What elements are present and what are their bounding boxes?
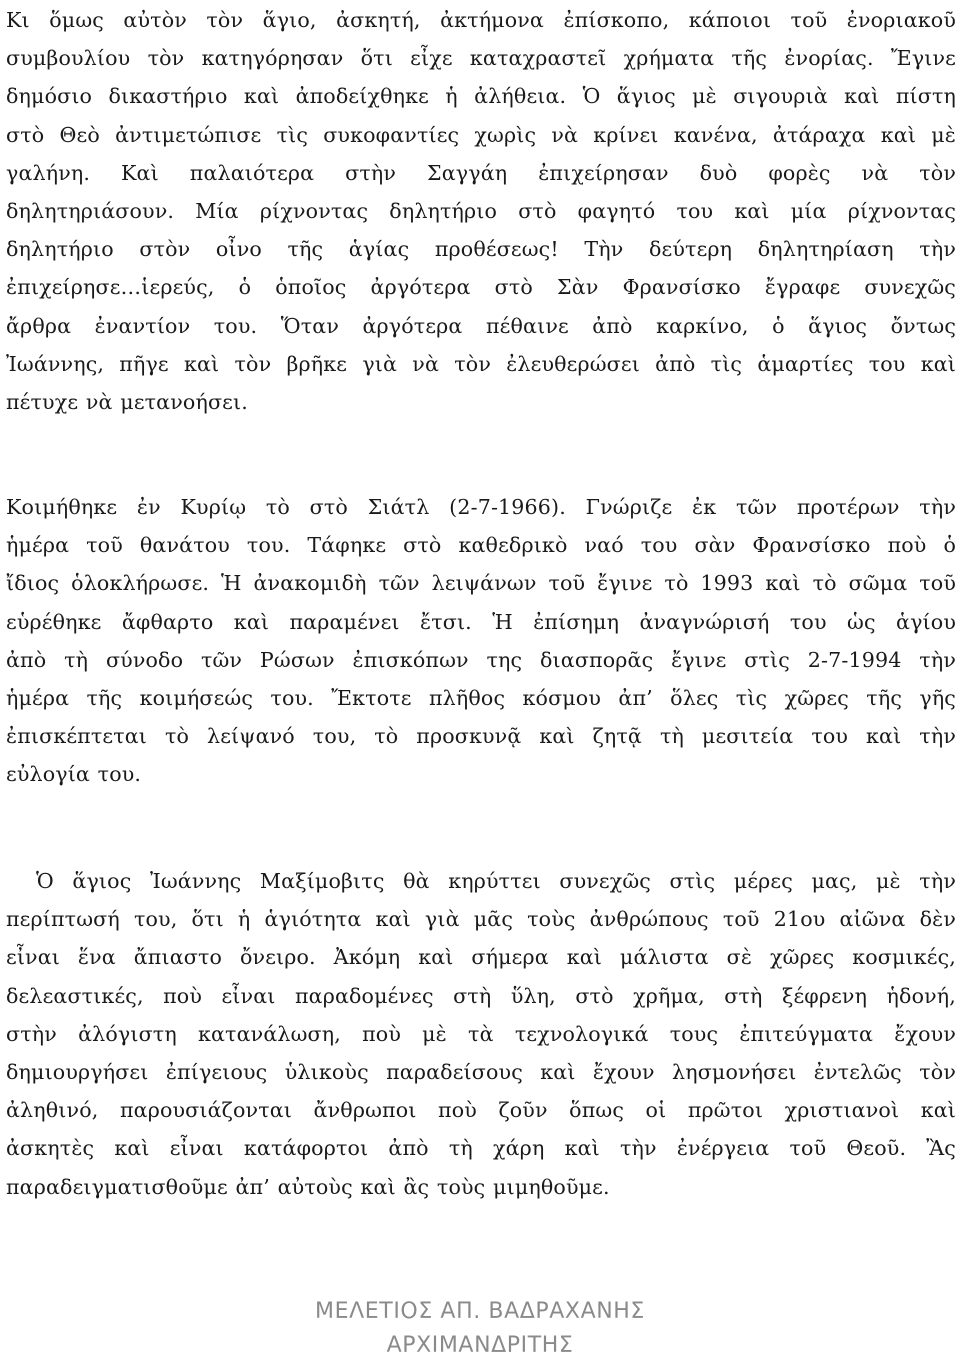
text-line: εὐλογία του. [6,762,142,787]
text-line: δελεαστικές, ποὺ εἶναι παραδομένες στὴ ὕλη, στὸ χρῆμα, στὴ ξέφρενη ἡδονή, [6,983,956,1008]
text-line: συμβουλίου τὸν κατηγόρησαν ὅτι εἶχε καταχραστεῖ χρήματα τῆς ἐνορίας. Ἔγινε [6,46,956,71]
signature-title: ΑΡΧΙΜΑΝΔΡΙΤΗΣ [386,1333,574,1358]
text-line: δηλητήριο στὸν οἶνο τῆς ἁγίας προθέσεως! Τὴν δεύτερη δηλητηρίαση τὴν [6,237,956,262]
text-line: ἀπὸ τὴ σύνοδο τῶν Ρώσων ἐπισκόπων της διασπορᾶς ἔγινε στὶς 2-7-1994 τὴν [6,647,956,672]
paragraph-1 [6,1,956,421]
text-line: γαλήνη. Καὶ παλαιότερα στὴν Σαγγάη ἐπιχείρησαν δυὸ φορὲς νὰ τὸν [6,160,956,185]
text-line: στὸ Θεὸ ἀντιμετώπισε τὶς συκοφαντίες χωρὶς νὰ κρίνει κανένα, ἀτάραχα καὶ μὲ [6,122,956,147]
text-line: στὴν ἀλόγιστη κατανάλωση, ποὺ μὲ τὰ τεχνολογικά τους ἐπιτεύγματα ἔχουν [6,1021,956,1046]
text-line: ἡμέρα τῆς κοιμήσεώς του. Ἔκτοτε πλῆθος κόσμου ἀπ’ ὅλες τὶς χῶρες τῆς γῆς [6,686,956,711]
text-line: ἄρθρα ἐναντίον του. Ὅταν ἀργότερα πέθαινε ἀπὸ καρκίνο, ὁ ἅγιος ὄντως [6,313,956,338]
text-line: ἐπιχείρησε…ἱερεύς, ὁ ὁποῖος ἀργότερα στὸ Σὰν Φρανσίσκο ἔγραφε συνεχῶς [6,275,956,300]
paragraph-3 [6,862,956,1206]
text-line: Ὁ ἅγιος Ἰωάννης Μαξίμοβιτς θὰ κηρύττει συνεχῶς στὶς μέρες μας, μὲ τὴν [36,869,956,893]
paragraph-2 [6,488,956,794]
text-line: Κοιμήθηκε ἐν Κυρίῳ τὸ στὸ Σιάτλ (2-7-1966). Γνώριζε ἐκ τῶν προτέρων τὴν [6,495,956,519]
text-line: ἡμέρα τοῦ θανάτου του. Τάφηκε στὸ καθεδρικὸ ναό του σὰν Φρανσίσκο ποὺ ὁ [6,533,956,558]
text-line: παραδειγματισθοῦμε ἀπ’ αὐτοὺς καὶ ἂς τοὺς μιμηθοῦμε. [6,1174,610,1199]
text-line: Ἰωάννης, πῆγε καὶ τὸν βρῆκε γιὰ νὰ τὸν ἐλευθερώσει ἀπὸ τὶς ἁμαρτίες του καὶ [6,351,956,376]
text-line: εὑρέθηκε ἄφθαρτο καὶ παραμένει ἔτσι. Ἡ ἐπίσημη ἀναγνώρισή του ὡς ἁγίου [6,609,956,634]
text-line: ἀσκητὲς καὶ εἶναι κατάφορτοι ἀπὸ τὴ χάρη καὶ τὴν ἐνέργεια τοῦ Θεοῦ. Ἂς [6,1136,956,1161]
text-line: εἶναι ἕνα ἄπιαστο ὄνειρο. Ἀκόμη καὶ σήμερα καὶ μάλιστα σὲ χῶρες κοσμικές, [6,945,956,970]
text-line: περίπτωσή του, ὅτι ἡ ἁγιότητα καὶ γιὰ μᾶς τοὺς ἀνθρώπους τοῦ 21ου αἰῶνα δὲν [6,907,956,932]
text-line: ἴδιος ὁλοκλήρωσε. Ἡ ἀνακομιδὴ τῶν λειψάνων τοῦ ἔγινε τὸ 1993 καὶ τὸ σῶμα τοῦ [6,571,956,596]
text-line: πέτυχε νὰ μετανοήσει. [6,390,248,415]
text-line: δημιουργήσει ἐπίγειους ὑλικοὺς παραδείσους καὶ ἔχουν λησμονήσει ἐντελῶς τὸν [6,1060,956,1085]
text-line: ἀληθινό, παρουσιάζονται ἄνθρωποι ποὺ ζοῦν ὅπως οἱ πρῶτοι χριστιανοὶ καὶ [6,1098,956,1123]
text-line: Κι ὅμως αὐτὸν τὸν ἅγιο, ἀσκητή, ἀκτήμονα ἐπίσκοπο, κάποιοι τοῦ ἐνοριακοῦ [6,8,956,32]
text-line: δημόσιο δικαστήριο καὶ ἀποδείχθηκε ἡ ἀλήθεια. Ὁ ἅγιος μὲ σιγουριὰ καὶ πίστη [6,84,956,109]
text-line: ἐπισκέπτεται τὸ λείψανό του, τὸ προσκυνᾷ καὶ ζητᾷ τὴ μεσιτεία του καὶ τὴν [6,724,956,749]
text-line: δηλητηριάσουν. Μία ρίχνοντας δηλητήριο στὸ φαγητό του καὶ μία ρίχνοντας [6,199,956,224]
signature-name: ΜΕΛΕΤΙΟΣ ΑΠ. ΒΑΔΡΑΧΑΝΗΣ [315,1299,645,1324]
